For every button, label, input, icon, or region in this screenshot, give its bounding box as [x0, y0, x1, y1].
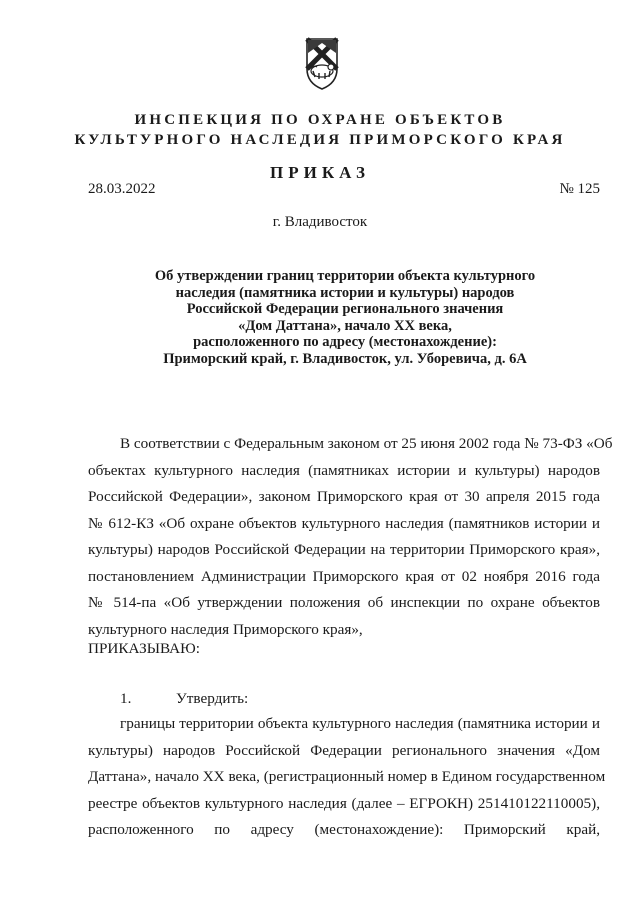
document-type: ПРИКАЗ	[270, 163, 370, 182]
item-1-paragraph	[88, 711, 606, 844]
subject-line: Приморский край, г. Владивосток, ул. Уборевича, д. 6А	[163, 350, 527, 367]
text-line: Российской Федерации», законом Приморского края от 30 апреля 2015 года	[88, 488, 600, 505]
item-1-heading	[120, 690, 248, 708]
text-line: культурного наследия Приморского края»,	[88, 620, 363, 638]
item-label: Утвердить:	[176, 690, 249, 707]
text-line: культуры) народов Российской Федерации на территории Приморского края»,	[88, 541, 600, 558]
text-line: постановлением Администрации Приморского края от 02 ноября 2016 года	[88, 567, 600, 585]
subject-line: «Дом Даттана», начало XX века,	[238, 317, 452, 334]
order-subject	[100, 268, 590, 367]
agency-name-line2: КУЛЬТУРНОГО НАСЛЕДИЯ ПРИМОРСКОГО КРАЯ	[74, 132, 566, 148]
subject-line: Об утверждении границ территории объекта культурного	[154, 268, 536, 284]
decree-heading: ПРИКАЗЫВАЮ:	[88, 640, 200, 657]
coat-of-arms-icon	[301, 33, 343, 91]
document-date: 28.03.2022	[88, 181, 156, 197]
document-city: г. Владивосток	[272, 214, 368, 230]
text-line: Даттана», начало XX века, (регистрационный номер в Едином государственном	[88, 768, 606, 785]
preamble-paragraph	[88, 431, 613, 643]
text-line: реестре объектов культурного наследия (далее – ЕГРОКН) 251410122110005),	[88, 794, 600, 812]
document-number: № 125	[559, 181, 600, 197]
text-line: культуры) народов Российской Федерации регионального значения «Дом	[88, 741, 600, 759]
subject-line: Российской Федерации регионального значения	[186, 301, 504, 317]
subject-line: наследия (памятника истории и культуры) народов	[175, 284, 515, 301]
text-line: расположенного по адресу (местонахождение): Приморский край,	[88, 821, 600, 838]
text-line: объектах культурного наследия (памятниках истории и культуры) народов	[88, 461, 600, 479]
text-line: границы территории объекта культурного наследия (памятника истории и	[120, 715, 600, 732]
subject-line: расположенного по адресу (местонахождение):	[193, 334, 497, 350]
agency-name-line1: ИНСПЕКЦИЯ ПО ОХРАНЕ ОБЪЕКТОВ	[134, 112, 506, 128]
text-line: № 612-КЗ «Об охране объектов культурного наследия (памятников истории и	[88, 514, 600, 532]
text-line: В соответствии с Федеральным законом от 25 июня 2002 года № 73-ФЗ «Об	[120, 435, 613, 452]
text-line: № 514-па «Об утверждении положения об инспекции по охране объектов	[88, 594, 600, 611]
item-number: 1.	[120, 690, 132, 707]
